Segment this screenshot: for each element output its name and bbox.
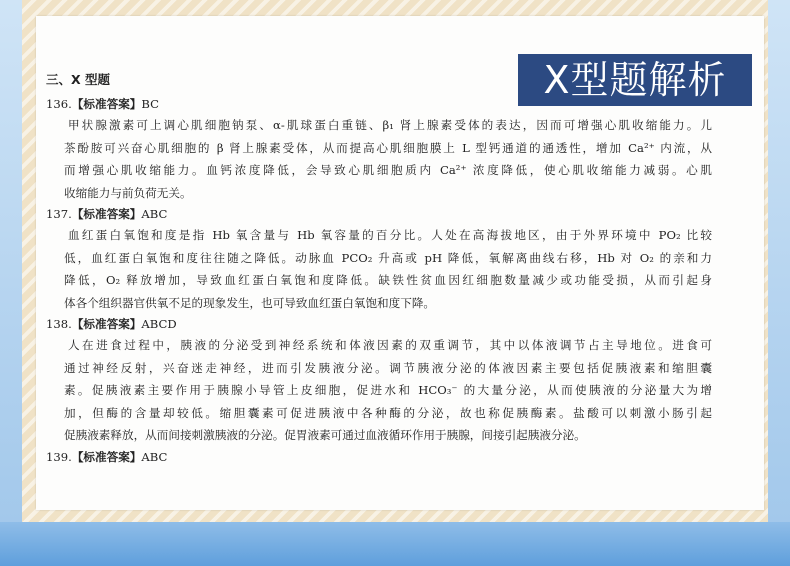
- answer-header-139: [46, 447, 712, 467]
- explanation-line: 收缩能力与前负荷无关。: [64, 185, 192, 200]
- explanation-line: 体各个组织器官供氧不足的现象发生，也可导致血红蛋白氧饱和度下降。: [64, 295, 436, 310]
- question-number: 138.: [46, 317, 72, 331]
- answer-value: ABC: [141, 207, 168, 221]
- explanation-line: 降低，O₂ 释放增加，导致血红蛋白氧饱和度降低。缺铁性贫血因红细胞数量减少或功能受损，从而引起身: [64, 273, 712, 287]
- explanation-line: 素。促胰液素主要作用于胰腺小导管上皮细胞，促进水和 HCO₃⁻ 的大量分泌，从而使胰液的分泌量大为增: [64, 383, 712, 397]
- answer-value: BC: [141, 97, 160, 111]
- answer-header-138: [46, 314, 712, 334]
- frame-left-strip: [0, 0, 22, 566]
- title-badge: X型题解析: [518, 54, 752, 106]
- answer-header-137: [46, 204, 712, 224]
- section-title: 三、X 型题: [46, 72, 110, 87]
- frame-bottom-band: [0, 522, 790, 566]
- question-number: 137.: [46, 207, 72, 221]
- explanation-line: 甲状腺激素可上调心肌细胞钠泵、α-肌球蛋白重链、β₁ 肾上腺素受体的表达，因而可增强心肌收缩能力。儿: [68, 118, 712, 132]
- frame-right-strip: [768, 0, 790, 566]
- answer-value: ABCD: [141, 317, 177, 331]
- answer-tag: 【标准答案】: [71, 207, 142, 221]
- answer-tag: 【标准答案】: [71, 449, 142, 464]
- answer-content: [46, 72, 712, 467]
- explanation-line: 低，血红蛋白氧饱和度往往随之降低。动脉血 PCO₂ 升高或 pH 降低，氧解离曲线右移，Hb 对 O₂ 的亲和力: [64, 250, 712, 265]
- answer-value: ABC: [141, 449, 168, 464]
- answer-tag: 【标准答案】: [71, 317, 142, 331]
- answer-tag: 【标准答案】: [71, 97, 142, 111]
- question-number: 139.: [46, 449, 72, 464]
- explanation-line: 加，但酶的含量却较低。缩胆囊素可促进胰液中各种酶的分泌，故也称促胰酶素。盐酸可以刺激小肠引起: [64, 405, 712, 420]
- explanation-line: 而增强心肌收缩能力。血钙浓度降低，会导致心肌细胞质内 Ca²⁺ 浓度降低，使心肌收缩能力减弱。心肌: [64, 163, 712, 177]
- explanation-line: 血红蛋白氧饱和度是指 Hb 氧含量与 Hb 氧容量的百分比。人处在高海拔地区，由于外界环境中 PO₂ 比较: [68, 228, 712, 242]
- answer-header-136: [46, 94, 712, 114]
- explanation-line: 人在进食过程中，胰液的分泌受到神经系统和体液因素的双重调节，其中以体液调节占主导地位。进食可: [68, 338, 712, 352]
- explanation-line: 促胰液素释放，从而间接刺激胰液的分泌。促胃液素可通过血液循环作用于胰腺，间接引起胰液分泌。: [64, 428, 586, 442]
- explanation-line: 通过神经反射，兴奋迷走神经，进而引发胰液分泌。调节胰液分泌的体液因素主要包括促胰液素和缩胆囊: [64, 360, 712, 375]
- question-number: 136.: [46, 97, 72, 111]
- explanation-line: 茶酚胺可兴奋心肌细胞的 β 肾上腺素受体，从而提高心肌细胞膜上 L 型钙通道的通透性，增加 Ca²⁺ 内流，从: [64, 140, 712, 155]
